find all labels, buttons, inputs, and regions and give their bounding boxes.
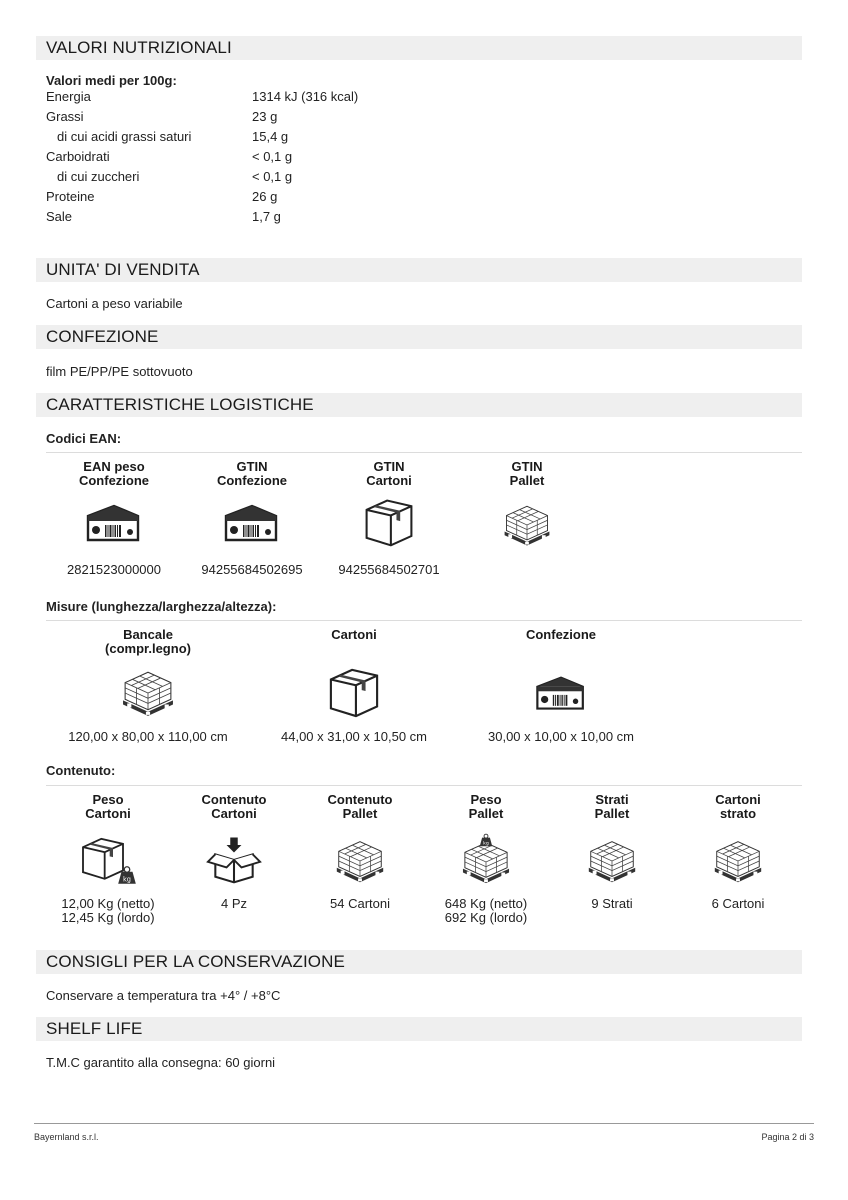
open-carton-icon: [206, 833, 262, 885]
nutrition-label: Grassi: [46, 109, 84, 124]
ean-item-gtin-pallet: [467, 460, 587, 565]
nutrition-label: Energia: [46, 89, 91, 104]
nutrition-label: Sale: [46, 209, 73, 224]
measure-head: [254, 642, 454, 656]
nutrition-subtitle: Valori medi per 100g:: [46, 73, 177, 88]
measure-value: 120,00 x 80,00 x 110,00 cm: [68, 729, 228, 744]
measure-head: Confezione: [525, 627, 597, 642]
measure-head: Cartoni: [331, 627, 377, 642]
nutrition-label: di cui zuccheri: [57, 169, 140, 184]
ean-value: 2821523000000: [67, 562, 161, 577]
content-item-peso-cartoni: [48, 793, 168, 925]
shelf-life-text: T.M.C garantito alla consegna: 60 giorni: [46, 1055, 276, 1070]
nutrition-value: 23 g: [252, 109, 278, 124]
nutrition-row-carboidrati: [46, 149, 446, 169]
nutrition-row-grassi: [46, 109, 446, 129]
measures-title: Misure (lunghezza/larghezza/altezza):: [46, 599, 277, 614]
nutrition-value: 1314 kJ (316 kcal): [252, 89, 359, 104]
nutrition-label: di cui acidi grassi saturi: [57, 129, 192, 144]
content-value: 12,45 Kg (lordo): [61, 910, 155, 925]
content-title: Contenuto:: [46, 763, 116, 778]
section-title-logistics: CARATTERISTICHE LOGISTICHE: [46, 395, 314, 414]
sales-unit-text: Cartoni a peso variabile: [46, 296, 183, 311]
measure-item-bancale: [48, 628, 248, 744]
section-title-shelf-life: SHELF LIFE: [46, 1019, 143, 1038]
nutrition-label: Proteine: [46, 189, 95, 204]
content-head: Peso: [470, 792, 502, 807]
measure-value: 30,00 x 10,00 x 10,00 cm: [488, 729, 634, 744]
ean-head: Confezione: [216, 473, 288, 488]
ean-value: 94255684502695: [201, 562, 303, 577]
content-item-contenuto-cartoni: [174, 793, 294, 911]
ean-head: GTIN: [373, 459, 405, 474]
carton-weight-icon: [78, 833, 138, 885]
ean-head: GTIN: [236, 459, 268, 474]
content-head: Peso: [92, 792, 124, 807]
pallet-layer-icon: [709, 835, 767, 885]
content-head: Contenuto: [327, 792, 393, 807]
section-title-packaging: CONFEZIONE: [46, 327, 159, 346]
content-value: 4 Pz: [220, 896, 247, 911]
pallet-icon: [499, 500, 555, 548]
ean-value: 94255684502701: [338, 562, 440, 577]
content-value: 54 Cartoni: [330, 896, 390, 911]
measure-head: (compr.legno): [105, 641, 191, 656]
footer-divider: [34, 1123, 814, 1124]
ean-head: Confezione: [78, 473, 150, 488]
content-head: Cartoni: [85, 806, 131, 821]
section-title-storage: CONSIGLI PER LA CONSERVAZIONE: [46, 952, 345, 971]
pallet-icon: [331, 835, 389, 885]
footer-page-number: Pagina 2 di 3: [761, 1132, 814, 1142]
ean-item-gtin-cartoni: [329, 460, 449, 577]
packaging-text: film PE/PP/PE sottovuoto: [46, 364, 193, 379]
section-title-nutrition: VALORI NUTRIZIONALI: [46, 38, 232, 57]
measure-head: [461, 642, 661, 656]
content-value: 648 Kg (netto): [444, 896, 528, 911]
storage-text: Conservare a temperatura tra +4° / +8°C: [46, 988, 281, 1003]
content-item-peso-pallet: [426, 793, 546, 925]
content-value: 9 Strati: [591, 896, 633, 911]
nutrition-row-energia: [46, 89, 446, 109]
ean-head: Cartoni: [366, 473, 412, 488]
cheese-barcode-icon: [84, 502, 144, 546]
content-item-cartoni-strato: [678, 793, 798, 911]
measure-value: 44,00 x 31,00 x 10,50 cm: [281, 729, 427, 744]
measure-item-confezione: [461, 628, 661, 744]
cheese-dimensions-icon: [533, 674, 589, 714]
nutrition-value: 26 g: [252, 189, 278, 204]
content-head: strato: [719, 806, 757, 821]
nutrition-value: < 0,1 g: [252, 169, 293, 184]
content-value: 6 Cartoni: [711, 896, 765, 911]
content-head: Contenuto: [201, 792, 267, 807]
content-value: 692 Kg (lordo): [444, 910, 528, 925]
content-head: Cartoni: [211, 806, 257, 821]
nutrition-row-sale: [46, 209, 446, 229]
measure-item-cartoni: [254, 628, 454, 744]
nutrition-value: 15,4 g: [252, 129, 289, 144]
measure-head: Bancale: [123, 627, 173, 642]
content-head: Cartoni: [715, 792, 761, 807]
ean-item-ean-peso-confezione: [54, 460, 174, 577]
ean-head: GTIN: [511, 459, 543, 474]
section-title-sales-unit: UNITA' DI VENDITA: [46, 260, 200, 279]
nutrition-row-zuccheri: [46, 169, 446, 189]
content-head: Strati: [595, 792, 629, 807]
ean-item-gtin-confezione: [192, 460, 312, 577]
content-item-contenuto-pallet: [300, 793, 420, 911]
content-head: Pallet: [468, 806, 504, 821]
nutrition-row-proteine: [46, 189, 446, 209]
content-head: Pallet: [594, 806, 630, 821]
cheese-barcode-icon: [222, 502, 282, 546]
content-head: Pallet: [342, 806, 378, 821]
ean-head: Pallet: [509, 473, 545, 488]
carton-box-icon: [361, 496, 417, 548]
nutrition-label: Carboidrati: [46, 149, 110, 164]
nutrition-value: 1,7 g: [252, 209, 281, 224]
content-item-strati-pallet: [552, 793, 672, 911]
ean-head: EAN peso: [83, 459, 145, 474]
carton-dimensions-icon: [324, 666, 384, 718]
ean-title: Codici EAN:: [46, 431, 122, 446]
content-value: 12,00 Kg (netto): [61, 896, 155, 911]
nutrition-row-saturi: [46, 129, 446, 149]
pallet-layers-icon: [583, 835, 641, 885]
nutrition-value: < 0,1 g: [252, 149, 293, 164]
footer-company: Bayernland s.r.l.: [34, 1132, 99, 1142]
pallet-weight-icon: [457, 833, 515, 885]
pallet-dimensions-icon: [116, 666, 180, 718]
